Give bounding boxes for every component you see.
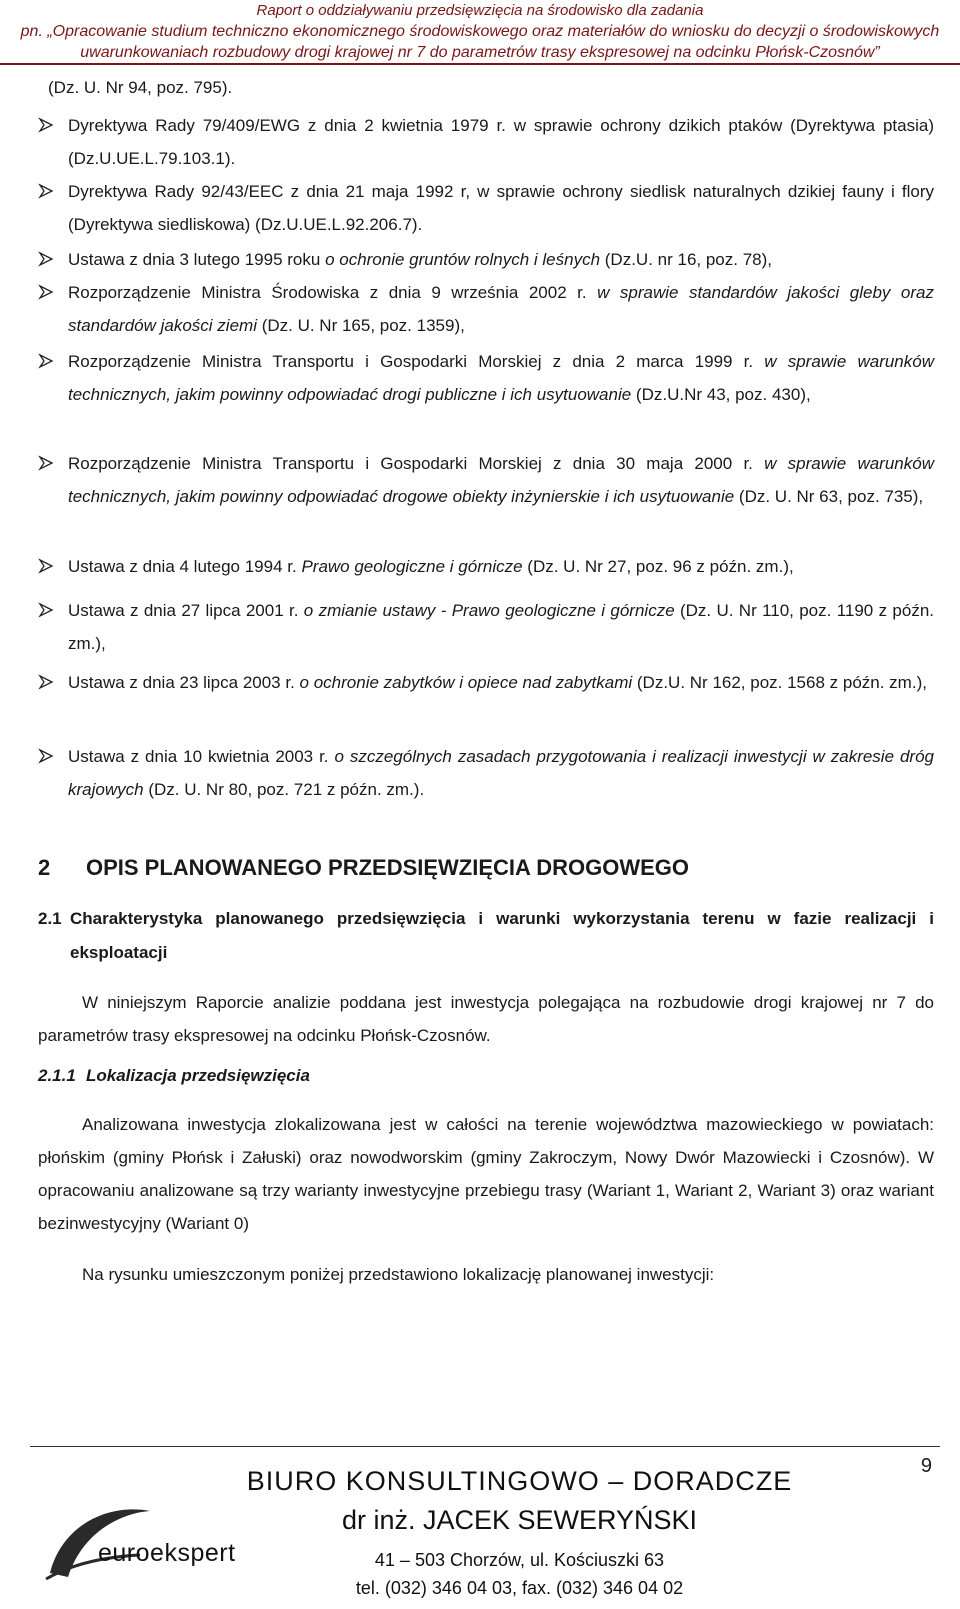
subsection-title: Charakterystyka planowanego przedsięwzięcia i warunki wykorzystania terenu w fazie realizacji i eksploatacji [70, 909, 934, 962]
subsubsection-number: 2.1.1 [38, 1066, 76, 1085]
list-item: Ustawa z dnia 27 lipca 2001 r. o zmianie ustawy - Prawo geologiczne i górnicze (Dz. U. Nr 110, poz. 1190 z późn. zm.), [38, 594, 934, 660]
subsubsection-title: Lokalizacja przedsięwzięcia [86, 1066, 310, 1085]
list-item: Ustawa z dnia 3 lutego 1995 roku o ochronie gruntów rolnych i leśnych (Dz.U. nr 16, poz. 78), [38, 243, 934, 276]
list-item: Dyrektywa Rady 92/43/EEC z dnia 21 maja 1992 r, w sprawie ochrony siedlisk naturalnych dzikiej fauny i flory (Dyrektywa siedliskowa) (Dz.U.UE.L.92.206.7). [38, 175, 934, 241]
arrow-bullet-icon [38, 455, 54, 471]
arrow-bullet-icon [38, 117, 54, 133]
paragraph-intro: W niniejszym Raporcie analizie poddana jest inwestycja polegająca na rozbudowie drogi krajowej nr 7 do parametrów trasy ekspresowej na odcinku Płońsk-Czosnów. [38, 993, 934, 1045]
logo-text: euroekspert [98, 1539, 236, 1567]
list-item: Rozporządzenie Ministra Transportu i Gospodarki Morskiej z dnia 2 marca 1999 r. w sprawie warunków technicznych, jakim powinny odpowiadać drogi publiczne i ich usytuowanie (Dz.U.Nr 43, poz. 430), [38, 345, 934, 411]
footer-address: 41 – 503 Chorzów, ul. Kościuszki 63 [374, 1550, 665, 1570]
section-heading [38, 855, 689, 881]
subsection-number: 2.1 [38, 909, 62, 928]
arrow-bullet-icon [38, 251, 54, 267]
list-item: Ustawa z dnia 23 lipca 2003 r. o ochronie zabytków i opiece nad zabytkami (Dz.U. Nr 162, poz. 1568 z późn. zm.), [38, 666, 934, 699]
list-item: Rozporządzenie Ministra Środowiska z dnia 9 września 2002 r. w sprawie standardów jakości gleby oraz standardów jakości ziemi (Dz. U. Nr 165, poz. 1359), [38, 276, 934, 342]
footer-divider [30, 1446, 940, 1447]
footer-contact: tel. (032) 346 04 03, fax. (032) 346 04 02 [355, 1578, 684, 1598]
section-title: OPIS PLANOWANEGO PRZEDSIĘWZIĘCIA DROGOWEGO [86, 855, 689, 880]
company-logo [40, 1495, 236, 1595]
paragraph-location: Analizowana inwestycja zlokalizowana jest w całości na terenie województwa mazowieckiego w powiatach: płońskim (gminy Płońsk i Załuski) oraz nowodworskim (gminy Zakroczym, Nowy Dwór Mazowiecki i Czosnów). W opracowaniu analizowane są trzy warianty inwestycyjne przebiegu trasy (Wariant 1, Wariant 2, Wariant 3) oraz wariant bezinwestycyjny (Wariant 0) [38, 1115, 934, 1233]
document-header [0, 0, 960, 63]
subsection-heading [38, 902, 934, 970]
arrow-bullet-icon [38, 284, 54, 300]
paragraph-figure-ref: Na rysunku umieszczonym poniżej przedstawiono lokalizację planowanej inwestycji: [82, 1265, 715, 1284]
footer-person-name: dr inż. JACEK SEWERYŃSKI [341, 1505, 698, 1535]
list-item: Rozporządzenie Ministra Transportu i Gospodarki Morskiej z dnia 30 maja 2000 r. w sprawie warunków technicznych, jakim powinny odpowiadać drogowe obiekty inżynierskie i ich usytuowanie (Dz. U. Nr 63, poz. 735), [38, 447, 934, 513]
arrow-bullet-icon [38, 353, 54, 369]
arrow-bullet-icon [38, 748, 54, 764]
arrow-bullet-icon [38, 183, 54, 199]
list-item: Ustawa z dnia 4 lutego 1994 r. Prawo geologiczne i górnicze (Dz. U. Nr 27, poz. 96 z późn. zm.), [38, 550, 934, 583]
list-item: Ustawa z dnia 10 kwietnia 2003 r. o szczególnych zasadach przygotowania i realizacji inwestycji w zakresie dróg krajowych (Dz. U. Nr 80, poz. 721 z późn. zm.). [38, 740, 934, 806]
page-number: 9 [920, 1455, 932, 1477]
header-line-2: pn. „Opracowanie studium techniczno ekonomicznego środowiskowego oraz materiałów do wniosku do decyzji o środowiskowych [20, 23, 940, 40]
arrow-bullet-icon [38, 602, 54, 618]
arrow-bullet-icon [38, 558, 54, 574]
subsubsection-heading [38, 1066, 310, 1086]
header-line-3: uwarunkowaniach rozbudowy drogi krajowej nr 7 do parametrów trasy ekspresowej na odcinku Płońsk-Czosnów” [80, 44, 880, 61]
header-divider [0, 63, 960, 65]
header-line-1: Raport o oddziaływaniu przedsięwzięcia na środowisko dla zadania [256, 2, 704, 19]
section-number: 2 [38, 855, 51, 880]
footer-company-name: BIURO KONSULTINGOWO – DORADCZE [246, 1466, 793, 1496]
continued-citation: (Dz. U. Nr 94, poz. 795). [48, 78, 233, 97]
list-item: Dyrektywa Rady 79/409/EWG z dnia 2 kwietnia 1979 r. w sprawie ochrony dzikich ptaków (Dyrektywa ptasia) (Dz.U.UE.L.79.103.1). [38, 109, 934, 175]
arrow-bullet-icon [38, 674, 54, 690]
